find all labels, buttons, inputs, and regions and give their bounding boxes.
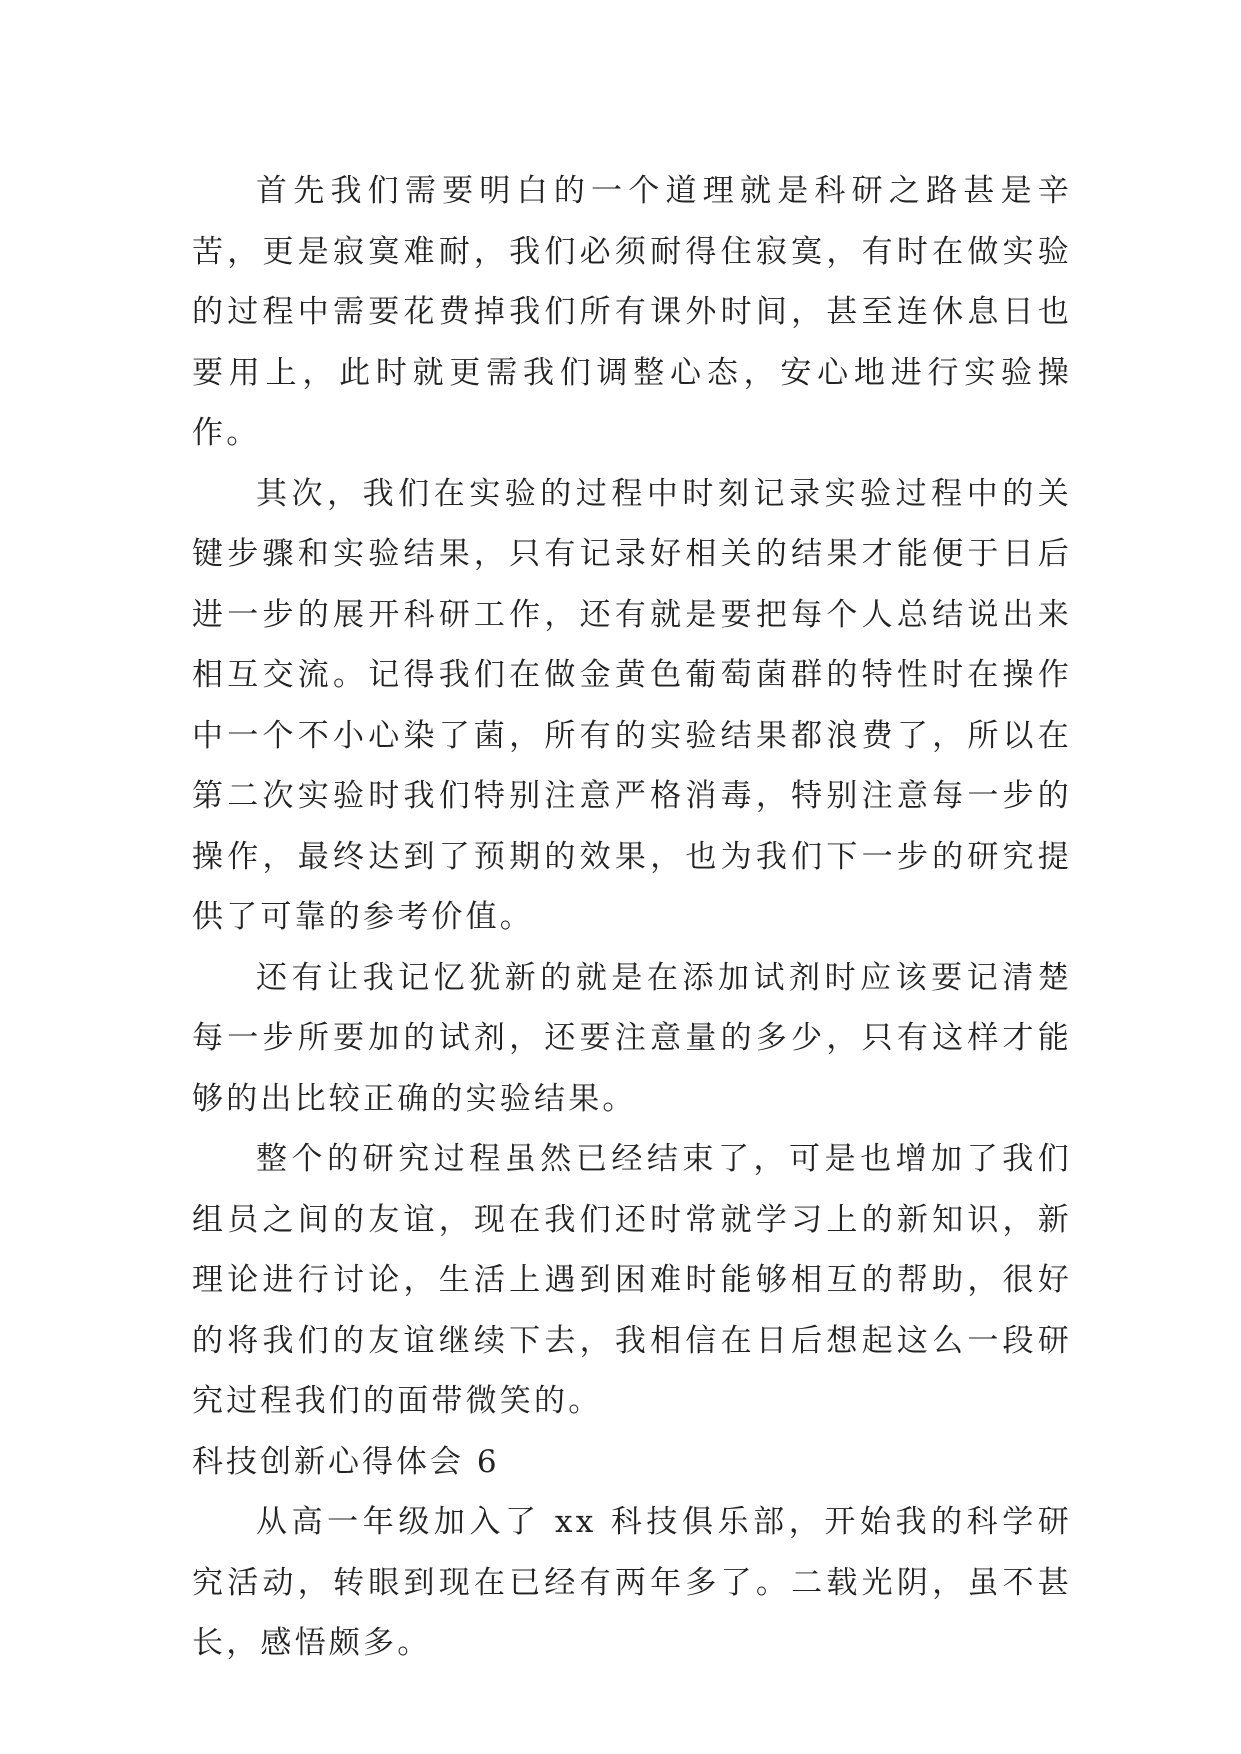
paragraph-1: 首先我们需要明白的一个道理就是科研之路甚是辛苦，更是寂寞难耐，我们必须耐得住寂寞，有时在做实验的过程中需要花费掉我们所有课外时间，甚至连休息日也要用上，此时就更需我们调整心态，安心地进行实验操作。: [192, 173, 1072, 451]
paragraph-2: 其次，我们在实验的过程中时刻记录实验过程中的关键步骤和实验结果，只有记录好相关的结果才能便于日后进一步的展开科研工作，还有就是要把每个人总结说出来相互交流。记得我们在做金黄色葡萄菌群的特性时在操作中一个不小心染了菌，所有的实验结果都浪费了，所以在第二次实验时我们特别注意严格消毒，特别注意每一步的操作，最终达到了预期的效果，也为我们下一步的研究提供了可靠的参考价值。: [192, 475, 1072, 935]
paragraph-4: 整个的研究过程虽然已经结束了，可是也增加了我们组员之间的友谊，现在我们还时常就学习上的新知识，新理论进行讨论，生活上遇到困难时能够相互的帮助，很好的将我们的友谊继续下去，我相信在日后想起这么一段研究过程我们的面带微笑的。: [192, 1141, 1072, 1419]
section-heading: 科技创新心得体会 6: [192, 1443, 500, 1480]
paragraph-5: 从高一年级加入了 xx 科技俱乐部，开始我的科学研究活动，转眼到现在已经有两年多了。二载光阴，虽不甚长，感悟颇多。: [192, 1504, 1072, 1661]
document-body: [192, 161, 1072, 1674]
paragraph-3: 还有让我记忆犹新的就是在添加试剂时应该要记清楚每一步所要加的试剂，还要注意量的多少，只有这样才能够的出比较正确的实验结果。: [192, 959, 1072, 1117]
